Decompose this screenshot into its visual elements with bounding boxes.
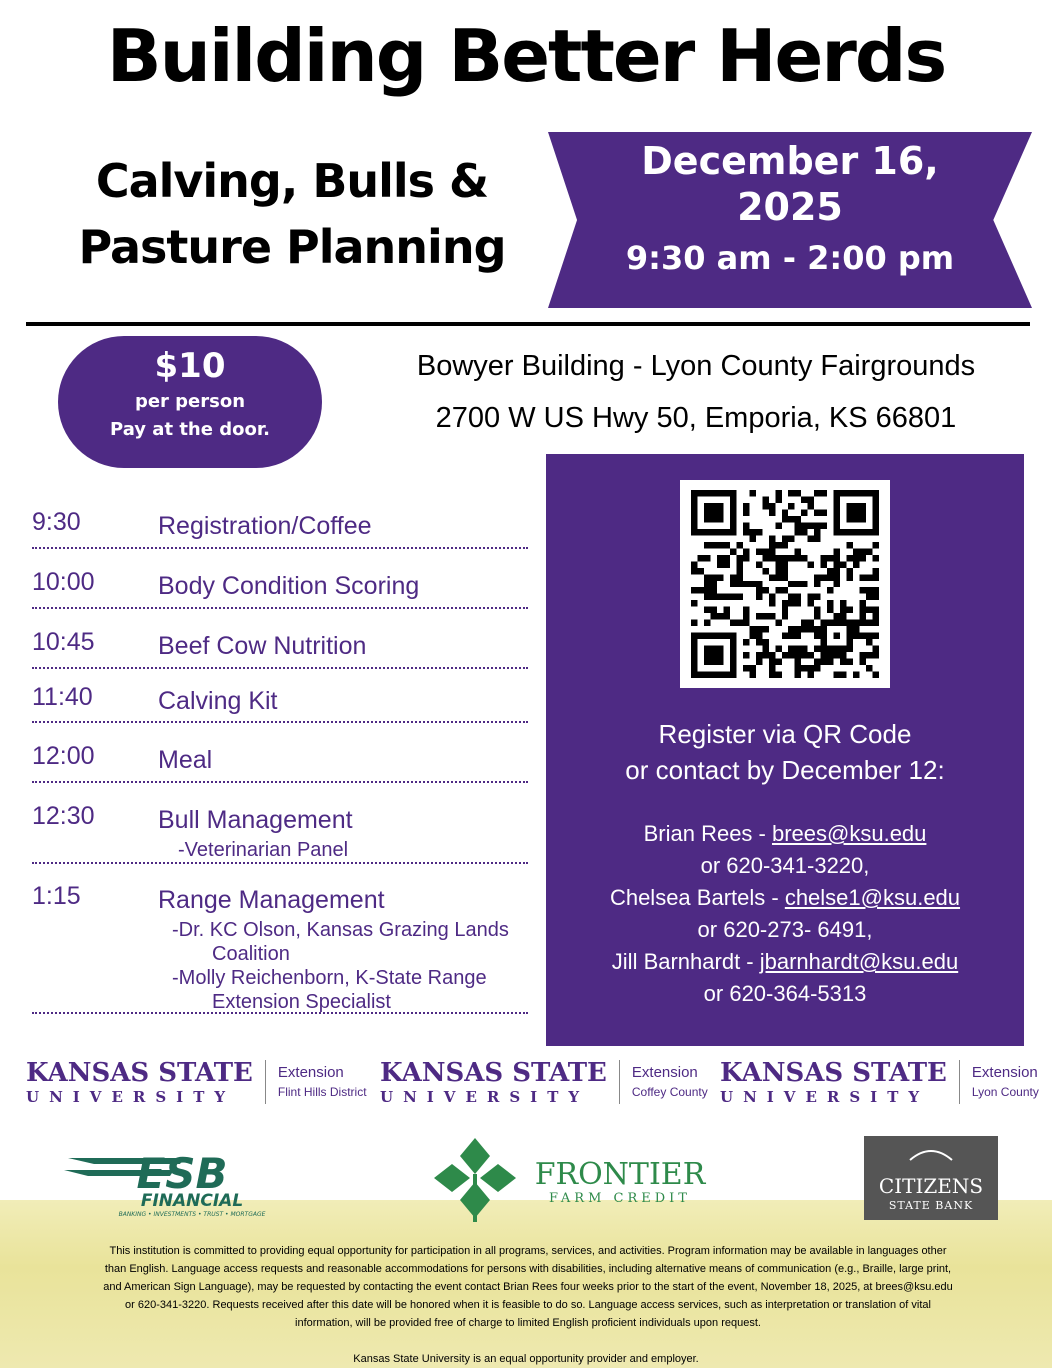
citizens-sub: STATE BANK bbox=[888, 1199, 974, 1212]
schedule-topic: Bull Management bbox=[158, 806, 353, 834]
esb-name: ESB bbox=[136, 1150, 228, 1198]
schedule-row bbox=[32, 508, 528, 549]
frontier-leaf-icon bbox=[434, 1138, 516, 1222]
logo-divider bbox=[265, 1060, 266, 1104]
registration-box bbox=[546, 454, 1024, 1046]
schedule-subtopic: -Dr. KC Olson, Kansas Grazing Lands bbox=[172, 919, 509, 941]
contact-name: Chelsea Bartels - bbox=[609, 885, 785, 910]
contact-item bbox=[546, 882, 1024, 914]
nondiscrimination-statement bbox=[40, 1242, 1016, 1332]
logo-divider bbox=[959, 1060, 960, 1104]
contact-phone: or 620-364-5313 bbox=[703, 981, 867, 1006]
schedule-row bbox=[32, 568, 528, 609]
ksu-extension-logo bbox=[380, 1058, 708, 1106]
extension-label bbox=[632, 1063, 708, 1101]
ksu-name: KANSAS STATE bbox=[26, 1058, 253, 1088]
venue-name: Bowyer Building - Lyon County Fairgrounds bbox=[416, 350, 976, 382]
eoe-statement: Kansas State University is an equal opportunity provider and employer. bbox=[353, 1353, 699, 1365]
qr-code-graphic bbox=[690, 490, 880, 678]
schedule-subtopic: Coalition bbox=[212, 943, 290, 965]
contact-list bbox=[546, 818, 1024, 1010]
ksu-name: KANSAS STATE bbox=[720, 1058, 947, 1088]
registration-heading bbox=[546, 716, 1024, 788]
schedule-time: 10:00 bbox=[32, 568, 95, 596]
venue bbox=[340, 340, 1052, 444]
schedule-time: 9:30 bbox=[32, 508, 81, 536]
frontier-farm-credit-logo bbox=[430, 1134, 730, 1224]
event-subtitle bbox=[22, 148, 562, 280]
divider bbox=[26, 322, 1030, 326]
ksu-wordmark bbox=[380, 1058, 607, 1106]
schedule bbox=[32, 508, 528, 1014]
schedule-time: 1:15 bbox=[32, 882, 81, 910]
registration-line-1: Register via QR Code bbox=[658, 719, 912, 749]
venue-address: 2700 W US Hwy 50, Emporia, KS 66801 bbox=[435, 402, 957, 434]
extension-unit: Coffey County bbox=[631, 1085, 708, 1099]
disclaimer-line: or 620-341-3220. Requests received after this date will be honored when it is feasible to do so. Language access services, such as interpretation or translation of vital bbox=[125, 1299, 931, 1311]
schedule-row bbox=[32, 802, 528, 864]
date-line-1: December 16, bbox=[641, 139, 939, 183]
contact-name: Brian Rees - bbox=[643, 821, 772, 846]
ksu-wordmark bbox=[26, 1058, 253, 1106]
ksu-university: UNIVERSITY bbox=[26, 1088, 236, 1106]
schedule-subtopic: -Molly Reichenborn, K-State Range bbox=[172, 967, 487, 989]
ksu-logo-row bbox=[0, 1058, 1052, 1114]
extension-label bbox=[278, 1063, 367, 1101]
citizens-name: CITIZENS bbox=[878, 1174, 984, 1198]
qr-code[interactable] bbox=[680, 480, 890, 688]
contact-name: Jill Barnhardt - bbox=[611, 949, 760, 974]
extension-text: Extension bbox=[277, 1064, 344, 1081]
price-per-person: per person bbox=[134, 391, 246, 412]
event-time: 9:30 am - 2:00 pm bbox=[625, 239, 955, 277]
schedule-topic: Registration/Coffee bbox=[158, 512, 372, 540]
citizens-arc-icon bbox=[864, 1136, 998, 1170]
ksu-extension-logo bbox=[26, 1058, 367, 1106]
registration-line-2: or contact by December 12: bbox=[625, 755, 945, 785]
extension-label bbox=[972, 1063, 1039, 1101]
esb-financial-logo bbox=[64, 1150, 294, 1220]
schedule-topic: Range Management bbox=[158, 886, 385, 914]
citizens-state-bank-logo bbox=[864, 1136, 998, 1220]
ksu-university: UNIVERSITY bbox=[720, 1088, 930, 1106]
contact-email[interactable]: brees@ksu.edu bbox=[771, 821, 927, 846]
schedule-topic: Meal bbox=[158, 746, 213, 774]
frontier-sub: FARM CREDIT bbox=[549, 1191, 691, 1206]
schedule-row bbox=[32, 882, 528, 1014]
esb-sub: FINANCIAL bbox=[140, 1191, 244, 1211]
extension-unit: Flint Hills District bbox=[277, 1085, 367, 1099]
extension-text: Extension bbox=[631, 1064, 698, 1081]
esb-tagline: BANKING • INVESTMENTS • TRUST • MORTGAGE bbox=[118, 1211, 266, 1218]
contact-email[interactable]: chelse1@ksu.edu bbox=[784, 885, 961, 910]
schedule-time: 11:40 bbox=[32, 683, 93, 711]
extension-text: Extension bbox=[971, 1064, 1038, 1081]
disclaimer-line: and American Sign Language), may be requested by contacting the event contact Brian Rees four weeks prior to the start of the event, November 18, 2025, at brees@ksu.edu bbox=[103, 1281, 953, 1293]
contact-email[interactable]: jbarnhardt@ksu.edu bbox=[759, 949, 959, 974]
price-payment: Pay at the door. bbox=[110, 419, 270, 440]
schedule-topic: Beef Cow Nutrition bbox=[158, 632, 367, 660]
schedule-topic: Body Condition Scoring bbox=[158, 572, 420, 600]
schedule-row bbox=[32, 742, 528, 783]
extension-unit: Lyon County bbox=[971, 1085, 1039, 1099]
ksu-name: KANSAS STATE bbox=[380, 1058, 607, 1088]
subtitle-line-1: Calving, Bulls & bbox=[95, 154, 489, 208]
flyer-title: Building Better Herds bbox=[106, 14, 946, 98]
contact-item bbox=[546, 818, 1024, 850]
contact-item bbox=[546, 946, 1024, 978]
schedule-time: 12:00 bbox=[32, 742, 95, 770]
schedule-topic: Calving Kit bbox=[158, 687, 278, 715]
event-date bbox=[548, 138, 1032, 286]
schedule-subtopic: Extension Specialist bbox=[212, 991, 391, 1013]
ksu-university: UNIVERSITY bbox=[380, 1088, 590, 1106]
price-amount: $10 bbox=[154, 346, 226, 386]
ksu-extension-logo bbox=[720, 1058, 1039, 1106]
contact-phone: or 620-273- 6491, bbox=[697, 917, 873, 942]
disclaimer-line: than English. Language access requests and reasonable accommodations for persons with disabilities, including alternative means of communication (e.g., Braille, large print, bbox=[104, 1263, 952, 1275]
ksu-wordmark bbox=[720, 1058, 947, 1106]
disclaimer-line: This institution is committed to providing equal opportunity for participation in all programs, services, and activities. Program information may be available in languages other bbox=[109, 1245, 947, 1257]
date-line-2: 2025 bbox=[737, 185, 843, 229]
subtitle-line-2: Pasture Planning bbox=[78, 220, 506, 274]
schedule-time: 12:30 bbox=[32, 802, 95, 830]
schedule-row bbox=[32, 628, 528, 669]
schedule-row bbox=[32, 683, 528, 723]
frontier-name: FRONTIER bbox=[534, 1157, 706, 1192]
disclaimer-line: information, will be provided free of charge to limited English proficient individuals upon request. bbox=[295, 1317, 761, 1329]
schedule-time: 10:45 bbox=[32, 628, 95, 656]
logo-divider bbox=[619, 1060, 620, 1104]
price-badge bbox=[58, 336, 322, 468]
contact-phone: or 620-341-3220, bbox=[700, 853, 870, 878]
schedule-subtopic: -Veterinarian Panel bbox=[178, 839, 349, 861]
